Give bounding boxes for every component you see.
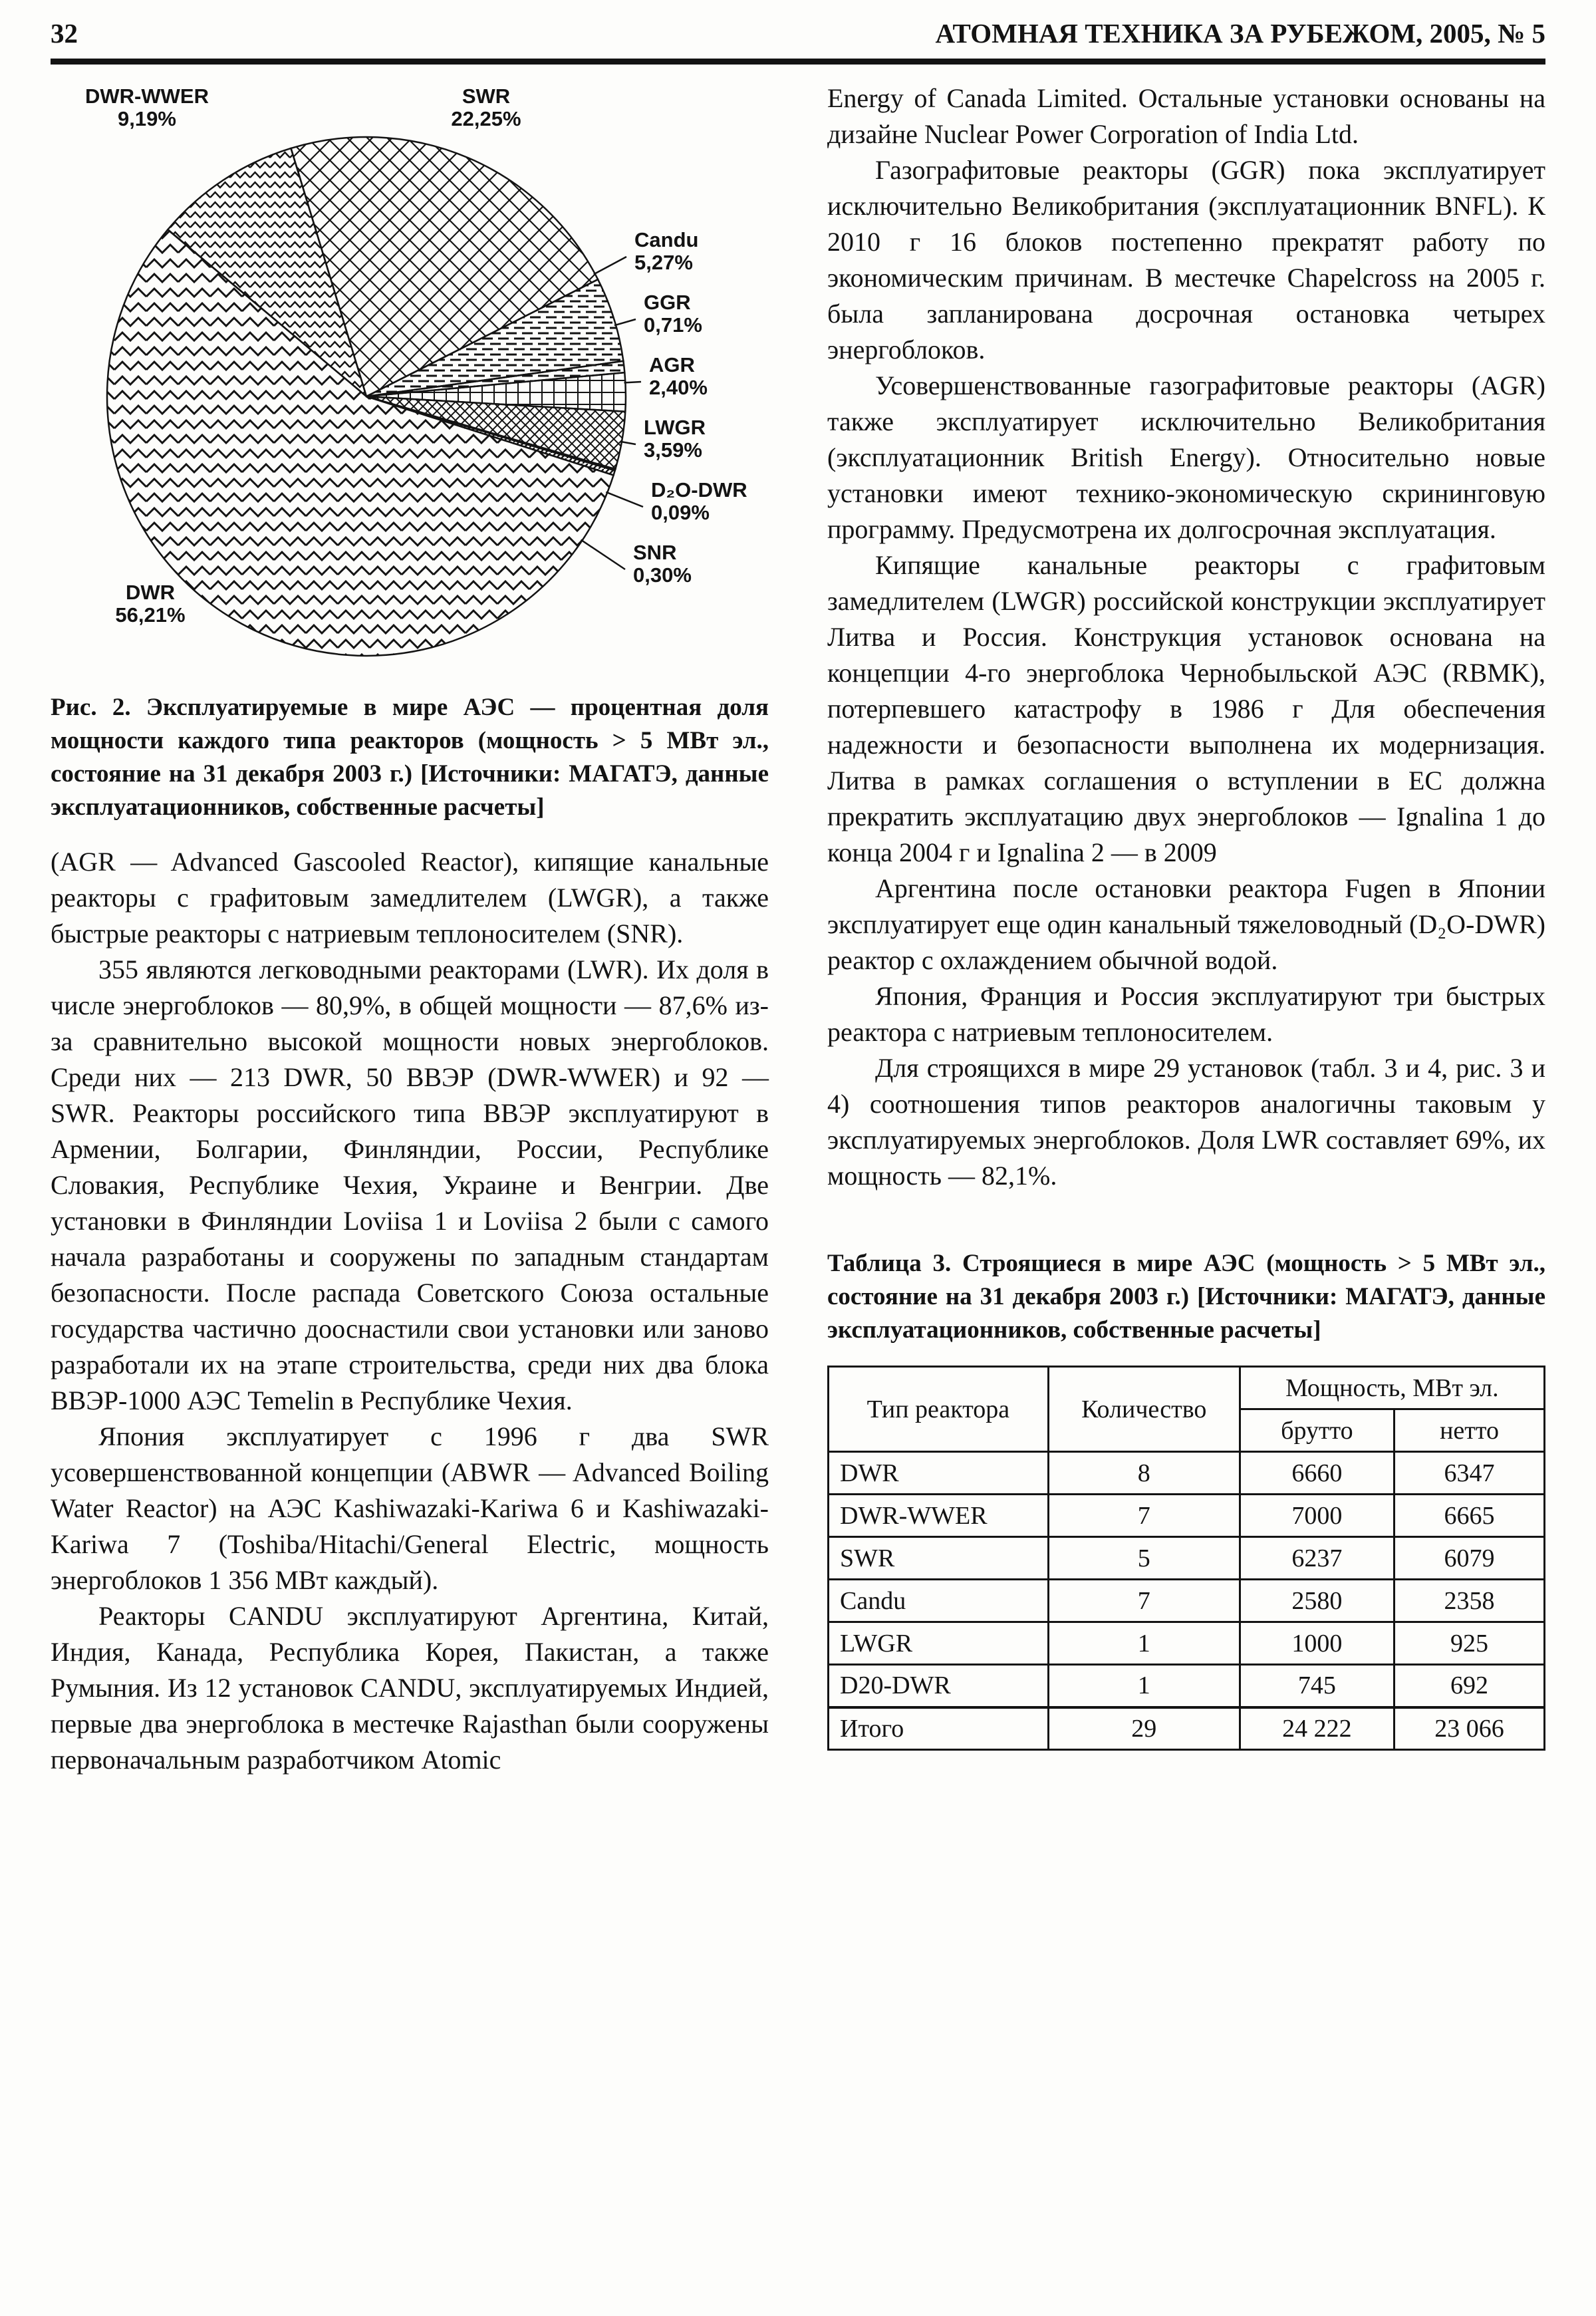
page-number: 32 xyxy=(51,18,78,49)
table-cell-value: 29 xyxy=(1048,1707,1240,1750)
table-header-count: Количество xyxy=(1048,1367,1240,1452)
paragraph: Energy of Canada Limited. Остальные установки основаны на дизайне Nuclear Power Corporation of India Ltd. xyxy=(827,83,1545,149)
table-header-gross: брутто xyxy=(1240,1409,1394,1452)
table-row xyxy=(829,1580,1545,1622)
pie-leader-line-candu xyxy=(594,257,626,274)
table-row xyxy=(829,1537,1545,1580)
table-cell-value: 7 xyxy=(1048,1580,1240,1622)
paragraph: Аргентина после остановки реактора Fugen в Японии эксплуатирует еще один канальный тяжеловодный (D₂O-DWR) реактор с охлаждением обычной водой. xyxy=(827,873,1545,975)
table-cell-value: 24 222 xyxy=(1240,1707,1394,1750)
pie-label-dwr-wwer: DWR-WWER 9,19% xyxy=(85,84,209,130)
pie-label-candu: Candu 5,27% xyxy=(634,228,699,274)
table-cell-value: 692 xyxy=(1395,1665,1545,1707)
pie-leader-line-d-o-dwr xyxy=(606,492,643,507)
journal-title: АТОМНАЯ ТЕХНИКА ЗА РУБЕЖОМ, 2005, № 5 xyxy=(935,18,1545,49)
page-header xyxy=(51,17,1545,49)
table-row xyxy=(829,1495,1545,1537)
table-cell-value: 1 xyxy=(1048,1665,1240,1707)
reactor-table xyxy=(827,1366,1545,1751)
table-cell-value: 7 xyxy=(1048,1495,1240,1537)
table-header-row-1 xyxy=(829,1367,1545,1409)
paragraph: Кипящие канальные реакторы с графитовым замедлителем (LWGR) российской конструкции эксплуатирует Литва и Россия. Конструкция установок основана на концепции 4-го энергоблока Чернобыльской АЭС (RBMK), потерпевшего катастрофу в 1986 г Для обеспечения надежности и безопасности выполнена их модернизация. Литва в рамках соглашения о вступлении в ЕС должна прекратить эксплуатацию двух энергоблоков — Ignalina 1 до конца 2004 г и Ignalina 2 — в 2009 xyxy=(827,550,1545,867)
table-cell-type: LWGR xyxy=(829,1622,1049,1665)
reactor-table-body xyxy=(829,1452,1545,1750)
table-cell-value: 23 066 xyxy=(1395,1707,1545,1750)
table-cell-value: 5 xyxy=(1048,1537,1240,1580)
pie-label-ggr: GGR 0,71% xyxy=(644,291,702,337)
pie-leader-line-ggr xyxy=(614,319,636,325)
table-cell-type: Candu xyxy=(829,1580,1049,1622)
table-cell-type: DWR xyxy=(829,1452,1049,1495)
table-cell-value: 6660 xyxy=(1240,1452,1394,1495)
table-cell-value: 925 xyxy=(1395,1622,1545,1665)
figure-caption: Рис. 2. Эксплуатируемые в мире АЭС — процентная доля мощности каждого типа реакторов (мощность > 5 МВт эл., состояние на 31 декабря 2003 г.) [Источники: МАГАТЭ, данные эксплуатационников, собственные расчеты] xyxy=(51,694,769,821)
reactor-table-head xyxy=(829,1367,1545,1452)
paragraph: Япония, Франция и Россия эксплуатируют три быстрых реактора с натриевым теплоносителем. xyxy=(827,981,1545,1047)
header-rule xyxy=(51,59,1545,65)
table-cell-value: 1 xyxy=(1048,1622,1240,1665)
pie-chart-svg xyxy=(51,80,769,679)
table-cell-type: DWR-WWER xyxy=(829,1495,1049,1537)
table-cell-type: Итого xyxy=(829,1707,1049,1750)
two-column-layout xyxy=(51,80,1545,1778)
pie-leader-line-lwgr xyxy=(620,442,636,444)
pie-leader-line-snr xyxy=(581,540,625,569)
table-cell-value: 745 xyxy=(1240,1665,1394,1707)
table-cell-value: 2358 xyxy=(1395,1580,1545,1622)
table-cell-type: D20-DWR xyxy=(829,1665,1049,1707)
table-header-type: Тип реактора xyxy=(829,1367,1049,1452)
left-column-text xyxy=(51,844,769,1778)
table-cell-value: 6347 xyxy=(1395,1452,1545,1495)
table-total-row xyxy=(829,1707,1545,1750)
right-column-text xyxy=(827,80,1545,1194)
pie-label-d-o-dwr: D₂O-DWR 0,09% xyxy=(651,478,747,524)
paragraph: Япония эксплуатирует с 1996 г два SWR усовершенствованной концепции (ABWR — Advanced Boiling Water Reactor) на АЭС Kashiwazaki-Kariwa 6 и Kashiwazaki-Kariwa 7 (Toshiba/Hitachi/General Electric, мощность энергоблоков 1 356 МВт каждый). xyxy=(51,1421,769,1595)
table-cell-value: 1000 xyxy=(1240,1622,1394,1665)
table-row xyxy=(829,1452,1545,1495)
table-cell-value: 2580 xyxy=(1240,1580,1394,1622)
pie-label-dwr: DWR 56,21% xyxy=(115,581,186,627)
paragraph: 355 являются легководными реакторами (LWR). Их доля в числе энергоблоков — 80,9%, в общей мощности — 87,6% из-за сравнительно высокой мощности новых энергоблоков. Среди них — 213 DWR, 50 ВВЭР (DWR-WWER) и 92 — SWR. Реакторы российского типа ВВЭР эксплуатируют в Армении, Болгарии, Финляндии, России, Республике Словакия, Республике Чехия, Украине и Венгрии. Две установки в Финляндии Loviisa 1 и Loviisa 2 были с самого начала разработаны и сооружены по западным стандартам безопасности. После распада Советского Союза остальные государства частично дооснастили свои установки или заново разработали их на этапе строительства, среди них два блока ВВЭР-1000 АЭС Temelin в Республике Чехия. xyxy=(51,954,769,1415)
table-header-net: нетто xyxy=(1395,1409,1545,1452)
paragraph: Усовершенствованные газографитовые реакторы (AGR) также эксплуатирует исключительно Великобритания (эксплуатационник British Energy). Относительно новые установки имеют технико-экономическую скрининговую программу. Предусмотрена их долгосрочная эксплуатация. xyxy=(827,370,1545,544)
table-cell-value: 7000 xyxy=(1240,1495,1394,1537)
pie-label-lwgr: LWGR 3,59% xyxy=(644,416,706,462)
pie-label-agr: AGR 2,40% xyxy=(649,353,708,399)
paragraph: (AGR — Advanced Gascooled Reactor), кипящие канальные реакторы с графитовым замедлителем (LWGR), а также быстрые реакторы с натриевым теплоносителем (SNR). xyxy=(51,847,769,948)
paragraph: Для строящихся в мире 29 установок (табл. 3 и 4, рис. 3 и 4) соотношения типов реакторов аналогичны таковым у эксплуатируемых энергоблоков. Доля LWR составляет 69%, их мощность — 82,1%. xyxy=(827,1053,1545,1191)
table-cell-value: 8 xyxy=(1048,1452,1240,1495)
figure-2-pie-chart xyxy=(51,80,769,824)
left-column xyxy=(51,80,769,1778)
paragraph: Реакторы CANDU эксплуатируют Аргентина, Китай, Индия, Канада, Республика Корея, Пакистан, а также Румыния. Из 12 установок CANDU, эксплуатируемых Индией, первые два энергоблока в местечке Rajasthan были сооружены первоначальным разработчиком Atomic xyxy=(51,1601,769,1775)
right-column xyxy=(827,80,1545,1778)
pie-label-swr: SWR 22,25% xyxy=(451,84,521,130)
table-cell-value: 6079 xyxy=(1395,1537,1545,1580)
table-header-power: Мощность, МВт эл. xyxy=(1240,1367,1544,1409)
pie-label-snr: SNR 0,30% xyxy=(633,541,692,587)
table-cell-value: 6237 xyxy=(1240,1537,1394,1580)
table-row xyxy=(829,1665,1545,1707)
table-caption: Таблица 3. Строящиеся в мире АЭС (мощность > 5 МВт эл., состояние на 31 декабря 2003 г.) [Источники: МАГАТЭ, данные эксплуатационников, собственные расчеты] xyxy=(827,1250,1545,1344)
table-cell-type: SWR xyxy=(829,1537,1049,1580)
table-cell-value: 6665 xyxy=(1395,1495,1545,1537)
table-row xyxy=(829,1622,1545,1665)
paragraph: Газографитовые реакторы (GGR) пока эксплуатирует исключительно Великобритания (эксплуатационник BNFL). К 2010 г 16 блоков постепенно прекратят работу по экономическим причинам. В местечке Chapelcross на 2005 г. была запланирована досрочная остановка четырех энергоблоков. xyxy=(827,155,1545,364)
